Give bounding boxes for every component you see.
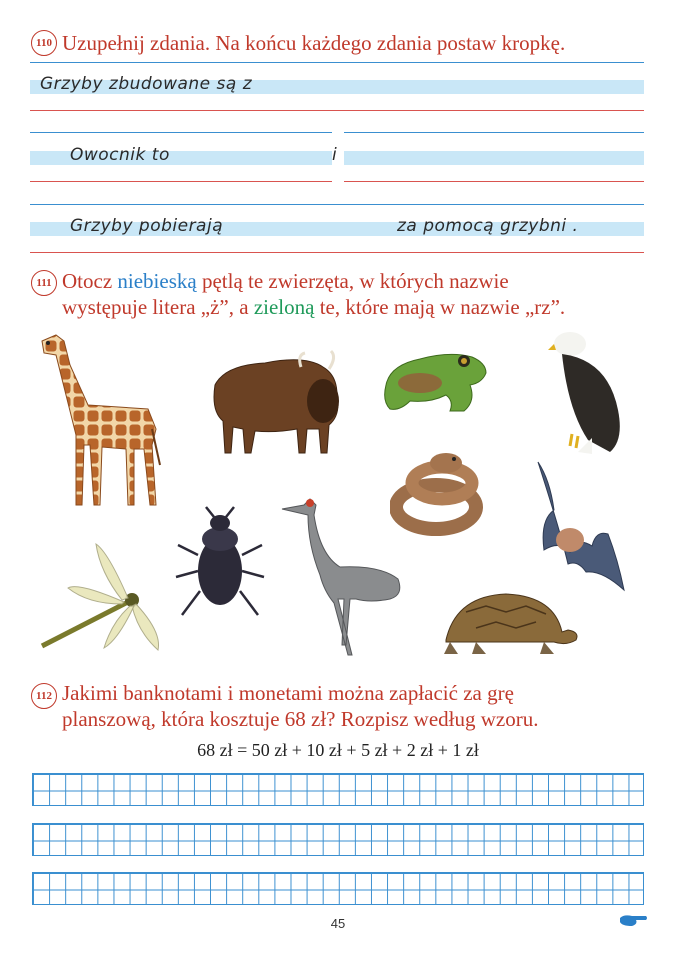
sentence-2-start: Owocnik to bbox=[70, 145, 170, 165]
writing-base-line bbox=[30, 252, 644, 253]
pointing-hand-icon bbox=[618, 912, 648, 928]
sentence-1-start: Grzyby zbudowane są z bbox=[40, 74, 253, 94]
frog-image[interactable] bbox=[380, 345, 492, 417]
tortoise-image[interactable] bbox=[436, 592, 582, 656]
bison-image[interactable] bbox=[205, 345, 345, 457]
giraffe-image[interactable] bbox=[30, 325, 162, 507]
writing-guide-line bbox=[30, 132, 332, 133]
task-112-number: 112 bbox=[31, 683, 57, 709]
task-111-instruction-line-1 bbox=[62, 268, 509, 294]
task-111-number: 111 bbox=[31, 270, 57, 296]
example-formula: 68 zł = 50 zł + 10 zł + 5 zł + 2 zł + 1 zł bbox=[197, 740, 479, 760]
sentence-3-end: za pomocą grzybni . bbox=[397, 216, 579, 236]
answer-grid-2[interactable] bbox=[32, 823, 644, 856]
writing-base-line bbox=[344, 181, 644, 182]
writing-guide-line bbox=[344, 132, 644, 133]
sentence-3-start: Grzyby pobierają bbox=[70, 216, 224, 236]
task-110-instruction: Uzupełnij zdania. Na końcu każdego zdania postaw kropkę. bbox=[62, 31, 566, 55]
page-number: 45 bbox=[330, 916, 346, 931]
eagle-image[interactable] bbox=[548, 330, 626, 458]
writing-base-line bbox=[30, 110, 644, 111]
green-word: zieloną bbox=[253, 295, 315, 319]
instruction-text: występuje litera „ż”, a bbox=[62, 295, 254, 319]
writing-band bbox=[344, 151, 644, 165]
writing-guide-line bbox=[30, 62, 644, 63]
beetle-image[interactable] bbox=[172, 505, 268, 617]
task-112-instruction-line-1: Jakimi banknotami i monetami można zapłacić za grę bbox=[62, 681, 514, 705]
task-112-instruction-line-2: planszową, która kosztuje 68 zł? Rozpisz według wzoru. bbox=[62, 707, 539, 731]
instruction-text: Otocz bbox=[62, 269, 118, 293]
bat-image[interactable] bbox=[530, 460, 626, 592]
task-110-number: 110 bbox=[31, 30, 57, 56]
answer-grid-1[interactable] bbox=[32, 773, 644, 806]
answer-grid-3[interactable] bbox=[32, 872, 644, 905]
writing-guide-line bbox=[30, 204, 644, 205]
crane-image[interactable] bbox=[280, 495, 408, 657]
writing-base-line bbox=[30, 181, 332, 182]
instruction-text: pętlą te zwierzęta, w których nazwie bbox=[196, 269, 509, 293]
instruction-text: te, które mają w nazwie „rz”. bbox=[314, 295, 566, 319]
dragonfly-image[interactable] bbox=[38, 542, 164, 654]
task-111-instruction-line-2 bbox=[62, 294, 565, 320]
sentence-2-conjunction: i bbox=[332, 145, 338, 165]
blue-word: niebieską bbox=[117, 269, 197, 293]
